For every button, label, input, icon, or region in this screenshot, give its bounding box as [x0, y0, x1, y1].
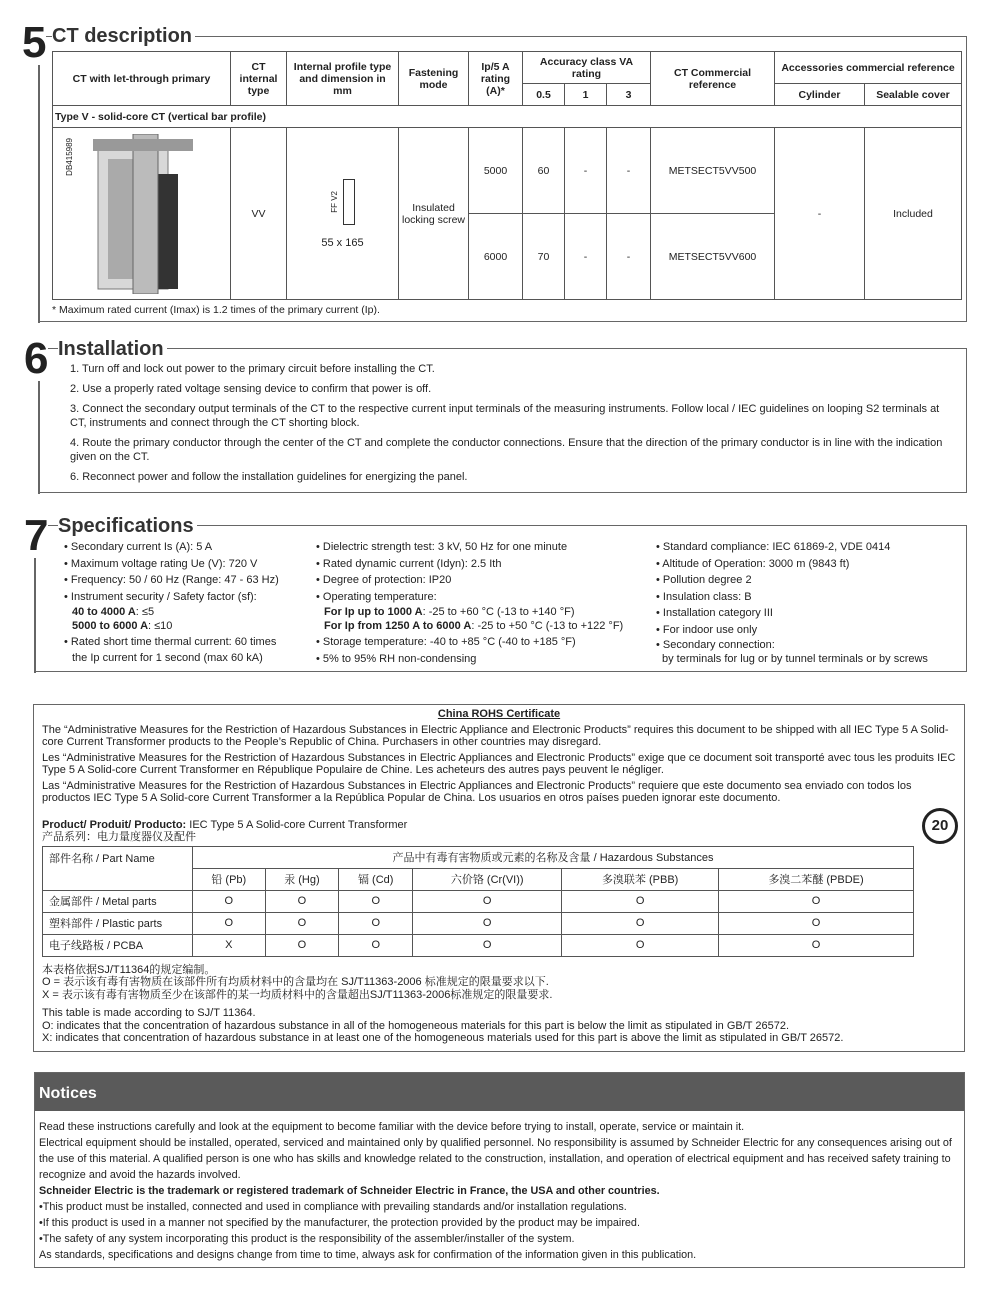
rohs-20-badge: 20	[922, 808, 958, 844]
spec-item: • Maximum voltage rating Ue (V): 720 V	[64, 557, 258, 570]
fastening: Insulated locking screw	[399, 128, 469, 300]
rohs-certificate	[33, 704, 965, 1052]
acc-1: -	[565, 128, 607, 214]
header-acc-1: 1	[565, 84, 607, 106]
sealable-cover: Included	[865, 128, 962, 300]
rohs-title: China ROHS Certificate	[437, 708, 561, 720]
table-row	[43, 934, 914, 956]
cell: O	[413, 890, 562, 912]
cell: O	[413, 912, 562, 934]
cell: O	[339, 912, 413, 934]
step: 2. Use a properly rated voltage sensing device to confirm that power is off.	[70, 383, 432, 395]
step: 4. Route the primary conductor through the center of the CT and complete the conductor connections. Ensure that the direction of the primary conductor is in line with the indication given on the CT.	[70, 437, 943, 463]
cell: O	[193, 912, 266, 934]
header-sealable: Sealable cover	[865, 84, 962, 106]
cell: O	[718, 934, 913, 956]
spec-item: • Dielectric strength test: 3 kV, 50 Hz for one minute	[316, 541, 568, 553]
spec-bold: For Ip up to 1000 A	[324, 606, 423, 618]
table-row	[43, 912, 914, 934]
spec-item: • Rated dynamic current (Idyn): 2.5 Ith	[316, 557, 502, 570]
spec-bold: For Ip from 1250 A to 6000 A	[324, 620, 472, 632]
cell: O	[339, 890, 413, 912]
spec-item: • Storage temperature: -40 to +85 °C (-40 to +185 °F)	[316, 636, 576, 648]
note-cn: 本表格依据SJ/T11364的规定编制。	[42, 963, 216, 976]
image-code: DB415989	[65, 137, 74, 176]
spec-item: • Rated short time thermal current: 60 times	[64, 636, 277, 648]
spec-item: • Instrument security / Safety factor (sf):	[64, 590, 257, 603]
ct-table	[52, 51, 962, 300]
header-acc-3: 3	[607, 84, 651, 106]
cell: O	[265, 890, 339, 912]
acc-3: -	[607, 214, 651, 300]
spec-col-3	[656, 539, 962, 667]
part-name: 金属部件 / Metal parts	[43, 890, 193, 912]
cell: O	[718, 890, 913, 912]
acc-05: 60	[523, 128, 565, 214]
spec-value: : ≤5	[135, 606, 155, 618]
note-en: X: indicates that concentration of hazardous substance in at least one of the homogeneous materials used for this part is above the limit as stipulated in GB/T 26572.	[42, 1032, 844, 1044]
rohs-paragraph: The “Administrative Measures for the Restriction of Hazardous Substances in Electric Appliance and Electronic Products” requires this document to be shipped with all IEC Type 5 A Solid-core Current Transformer products to the People’s Republic of China. Purchasers in other countries may disregard.	[42, 723, 949, 748]
note-cn: O = 表示该有毒有害物质在该部件所有均质材料中的含量均在 SJ/T11363-2006 标准规定的限量要求以下.	[42, 976, 549, 988]
note-en: This table is made according to SJ/T 11364.	[42, 1007, 256, 1019]
section-number: 5	[22, 18, 47, 67]
table-row	[43, 890, 914, 912]
header-accuracy: Accuracy class VA rating	[523, 52, 651, 84]
section-title: CT description	[52, 24, 195, 48]
part-name: 塑料部件 / Plastic parts	[43, 912, 193, 934]
cell: O	[413, 934, 562, 956]
spec-item: the Ip current for 1 second (max 60 kA)	[72, 651, 263, 664]
notice-bullet: •If this product is used in a manner not specified by the manufacturer, the protection provided by the product may be impaired.	[39, 1216, 640, 1229]
profile-shape	[343, 179, 355, 225]
spec-item: • Frequency: 50 / 60 Hz (Range: 47 - 63 Hz)	[64, 574, 279, 586]
spec-item: • Operating temperature:	[316, 590, 437, 603]
header-primary: CT with let-through primary	[53, 52, 231, 106]
spec-bold: 40 to 4000 A	[72, 606, 136, 618]
note-cn: X = 表示该有毒有害物质至少在该部件的某一均质材料中的含量超出SJ/T11363-2006标准规定的限量要求.	[42, 988, 553, 1001]
internal-type: VV	[231, 128, 287, 300]
section-border	[38, 373, 40, 494]
cell: O	[265, 912, 339, 934]
step: 6. Reconnect power and follow the installation guidelines for energizing the panel.	[70, 471, 468, 483]
header-acc-05: 0.5	[523, 84, 565, 106]
acc-3: -	[607, 128, 651, 214]
rohs-paragraph: Les “Administrative Measures for the Restriction of Hazardous Substances in Electric Appliances and Electronic Products” exige que ce document soit transporté avec tous les produits IEC Type 5 A Solid-core Current Transformer en République Populaire de Chine. Les acheteurs des autres pays peuvent le négliger.	[42, 751, 956, 776]
cylinder: -	[775, 128, 865, 300]
spec-item: • Standard compliance: IEC 61869-2, VDE 0414	[656, 541, 891, 553]
cell: X	[193, 934, 266, 956]
spec-item: • Altitude of Operation: 3000 m (9843 ft)	[656, 557, 850, 570]
installation-steps	[70, 362, 956, 484]
spec-value: : -25 to +60 °C (-13 to +140 °F)	[422, 606, 575, 618]
group-row: Type V - solid-core CT (vertical bar profile)	[53, 106, 962, 128]
spec-item: • Pollution degree 2	[656, 574, 752, 586]
spec-value: : ≤10	[148, 620, 173, 632]
spec-col-1	[64, 539, 316, 667]
commercial-ref: METSECT5VV500	[651, 128, 775, 214]
step: 1. Turn off and lock out power to the primary circuit before installing the CT.	[70, 363, 435, 375]
cell: O	[339, 934, 413, 956]
notice-bullet: •This product must be installed, connected and used in compliance with prevailing standards and/or installation regulations.	[39, 1200, 627, 1213]
spec-item: • 5% to 95% RH non-condensing	[316, 652, 477, 665]
cell: O	[562, 934, 719, 956]
section-number: 6	[24, 334, 49, 383]
header-accessories: Accessories commercial reference	[775, 52, 962, 84]
trademark-notice: Schneider Electric is the trademark or registered trademark of Schneider Electric in France, the USA and other countries.	[39, 1184, 660, 1197]
notice-paragraph: Electrical equipment should be installed, operated, serviced and maintained only by qualified personnel. No responsibility is assumed by Schneider Electric for any consequences arising out of the use of this material. A qualified person is one who has skills and knowledge related to the construction, installation, and operation of electrical equipment and has received safety training to recognize and avoid the hazards involved.	[39, 1136, 952, 1181]
col-header: 六价铬 (Cr(VI))	[413, 868, 562, 890]
spec-value: : -25 to +50 °C (-13 to +122 °F)	[471, 620, 624, 632]
step: 3. Connect the secondary output terminals of the CT to the respective current input terminals of the measuring instruments. Follow local / IEC guidelines on looping S2 terminals at CT, instruments and connect through the CT shorting block.	[70, 403, 940, 429]
cell: O	[265, 934, 339, 956]
col-header: 镉 (Cd)	[339, 868, 413, 890]
profile-label: FF V2	[330, 190, 339, 213]
cell: O	[562, 890, 719, 912]
section-number: 7	[24, 511, 49, 560]
col-header: 多溴联苯 (PBB)	[562, 868, 719, 890]
notice-bullet: As standards, specifications and designs change from time to time, always ask for confirmation of the information given in this publication.	[39, 1248, 697, 1261]
table-row	[53, 128, 962, 214]
header-rating: Ip/5 A rating (A)*	[469, 52, 523, 106]
part-header: 部件名称 / Part Name	[43, 846, 193, 890]
section-border	[38, 61, 40, 323]
header-internal: CT internal type	[231, 52, 287, 106]
section-border	[34, 550, 36, 673]
cell: O	[562, 912, 719, 934]
spec-item: • Installation category III	[656, 607, 773, 619]
spec-item: by terminals for lug or by tunnel terminals or by screws	[662, 653, 928, 665]
section-title: Installation	[58, 337, 167, 361]
spec-bold: 5000 to 6000 A	[72, 620, 149, 632]
product-value: IEC Type 5 A Solid-core Current Transformer	[186, 818, 408, 831]
col-header: 汞 (Hg)	[265, 868, 339, 890]
notices-section	[34, 1072, 965, 1268]
footnote: * Maximum rated current (Imax) is 1.2 times of the primary current (Ip).	[52, 304, 380, 316]
hazardous-table	[42, 846, 914, 957]
substances-header: 产品中有毒有害物质或元素的名称及含量 / Hazardous Substances	[193, 846, 914, 868]
commercial-ref: METSECT5VV600	[651, 214, 775, 300]
specifications-section	[24, 511, 967, 672]
col-header: 多溴二苯醚 (PBDE)	[718, 868, 913, 890]
spec-item: • Degree of protection: IP20	[316, 574, 452, 586]
header-fastening: Fastening mode	[399, 52, 469, 106]
ct-image	[53, 128, 231, 300]
installation-section	[24, 334, 967, 493]
ct-description-section	[22, 18, 967, 322]
header-cylinder: Cylinder	[775, 84, 865, 106]
spec-item: • Insulation class: B	[656, 590, 752, 603]
cell: O	[718, 912, 913, 934]
section-title: Specifications	[58, 514, 197, 538]
acc-05: 70	[523, 214, 565, 300]
header-profile: Internal profile type and dimension in mm	[287, 52, 399, 106]
product-series: 产品系列：电力量度器仪及配件	[42, 831, 196, 843]
note-en: O: indicates that the concentration of hazardous substance in all of the homogeneous materials for this part is below the limit as stipulated in GB/T 26572.	[42, 1019, 789, 1032]
spec-col-2	[316, 539, 656, 667]
notice-paragraph: Read these instructions carefully and look at the equipment to become familiar with the device before trying to install, operate, service or maintain it.	[39, 1120, 745, 1133]
spec-item: • Secondary connection:	[656, 639, 775, 651]
rating: 6000	[469, 214, 523, 300]
ct-product-image	[78, 134, 218, 294]
product-label: Product/ Produit/ Producto:	[42, 818, 187, 831]
cell: O	[193, 890, 266, 912]
notices-title: Notices	[35, 1073, 964, 1111]
header-commercial: CT Commercial reference	[651, 52, 775, 106]
spec-item: • Secondary current Is (A): 5 A	[64, 541, 213, 553]
profile-cell	[287, 128, 399, 300]
spec-item: • For indoor use only	[656, 623, 758, 636]
acc-1: -	[565, 214, 607, 300]
rating: 5000	[469, 128, 523, 214]
notice-bullet: •The safety of any system incorporating this product is the responsibility of the assembler/installer of the system.	[39, 1232, 575, 1245]
rohs-paragraph: Las “Administrative Measures for the Restriction of Hazardous Substances in Electric Appliances and Electronic Products” requiere que este documento sea enviado con todos los productos IEC Type 5 A Solid-core Current Transformer a la República Popular de China. Los usuarios en otros países pueden ignorar este documento.	[42, 779, 912, 804]
part-name: 电子线路板 / PCBA	[43, 934, 193, 956]
col-header: 铅 (Pb)	[193, 868, 266, 890]
dimension: 55 x 165	[321, 236, 364, 249]
